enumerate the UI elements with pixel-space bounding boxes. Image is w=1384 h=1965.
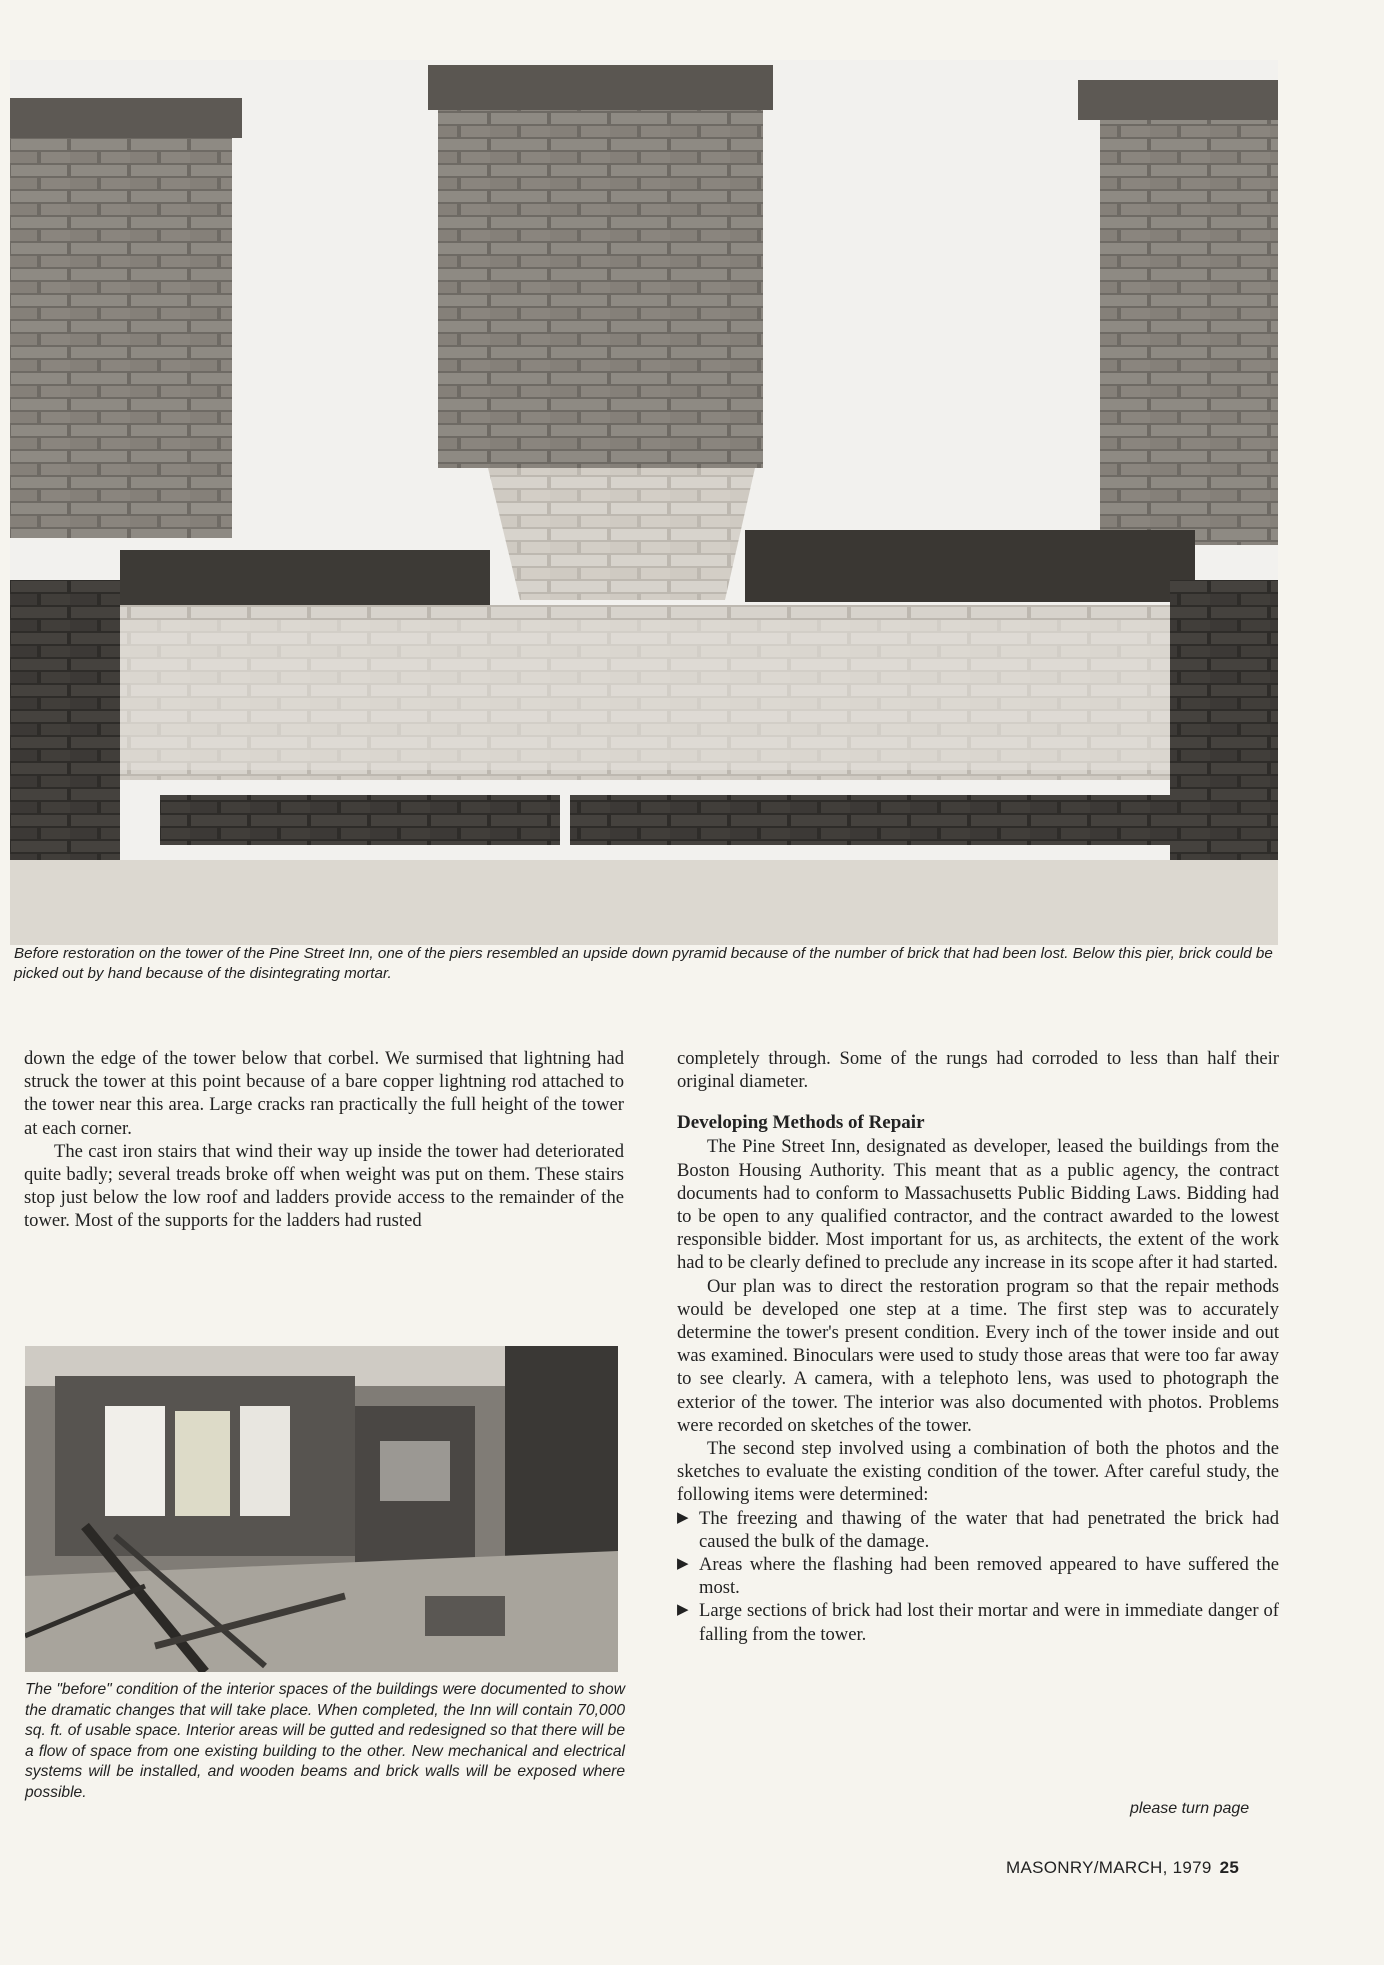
finding-item: ▶ Large sections of brick had lost their mortar and were in immediate danger of falling from the tower. <box>677 1600 1279 1645</box>
triangle-bullet-icon: ▶ <box>677 1602 689 1619</box>
interior-photo-caption: The "before" condition of the interior spaces of the buildings were documented to show the dramatic changes that will take place. When completed, the Inn will contain 70,000 sq. ft. of usable space. Interior areas will be gutted and redesigned so that there will be a flow of space from one existing building to the other. New mechanical and electrical systems will be installed, and wooden beams and brick walls will be exposed where possible. <box>25 1681 625 1801</box>
finding-item: ▶ Areas where the flashing had been removed appeared to have suffered the most. <box>677 1554 1279 1599</box>
interior-illustration <box>25 1346 618 1672</box>
finding-item: ▶ The freezing and thawing of the water that had penetrated the brick had caused the bulk of the damage. <box>677 1507 1279 1552</box>
right-paragraph-3: The second step involved using a combination of both the photos and the sketches to evaluate the existing condition of the tower. After careful study, the following items were determined: <box>677 1438 1279 1506</box>
right-paragraph-2: Our plan was to direct the restoration program so that the repair methods would be developed one step at a time. The first step was to accurately determine the tower's present condition. Every inch of the tower inside and out was examined. Binoculars were used to study those areas that were too far away to see clearly. A camera, with a telephoto lens, was used to photograph the exterior of the tower. The interior was also documented with photos. Problems were recorded on sketches of the tower. <box>677 1275 1279 1436</box>
left-paragraph-1: down the edge of the tower below that corbel. We surmised that lightning had struck the tower at this point because of a bare copper lightning rod attached to the tower near this area. Large cracks ran practically the full height of the tower at each corner. <box>24 1048 624 1139</box>
right-lead-paragraph: completely through. Some of the rungs had corroded to less than half their original diameter. <box>677 1048 1279 1093</box>
findings-list <box>677 1507 1279 1646</box>
page-footer <box>1006 1858 1239 1878</box>
tower-piers-illustration <box>10 60 1278 945</box>
left-column <box>24 1047 624 1233</box>
section-heading: Developing Methods of Repair <box>677 1112 925 1134</box>
interior-photo <box>25 1346 618 1672</box>
triangle-bullet-icon: ▶ <box>677 1556 689 1573</box>
page-number: 25 <box>1219 1858 1240 1877</box>
triangle-bullet-icon: ▶ <box>677 1509 689 1526</box>
tower-piers-photo <box>10 60 1278 945</box>
issue-label: MASONRY/MARCH, 1979 <box>1006 1858 1212 1877</box>
right-paragraph-1: The Pine Street Inn, designated as developer, leased the buildings from the Boston Housing Authority. This meant that as a public agency, the contract documents had to conform to Massachusetts Public Bidding Laws. Bidding had to be open to any qualified contractor, and the contract awarded to the lowest responsible bidder. Most important for us, as architects, the extent of the work had to be clearly defined to preclude any increase in its scope after it had started. <box>677 1136 1279 1274</box>
top-photo-caption: Before restoration on the tower of the Pine Street Inn, one of the piers resembled an upside down pyramid because of the number of brick that had been lost. Below this pier, brick could be picked out by hand because of the disintegrating mortar. <box>14 945 1273 982</box>
right-column <box>677 1047 1279 1646</box>
left-paragraph-2: The cast iron stairs that wind their way up inside the tower had deteriorated quite badly; several treads broke off when weight was put on them. These stairs stop just below the low roof and ladders provide access to the remainder of the tower. Most of the supports for the ladders had rusted <box>24 1140 624 1232</box>
turn-page-note: please turn page <box>1130 1800 1250 1817</box>
